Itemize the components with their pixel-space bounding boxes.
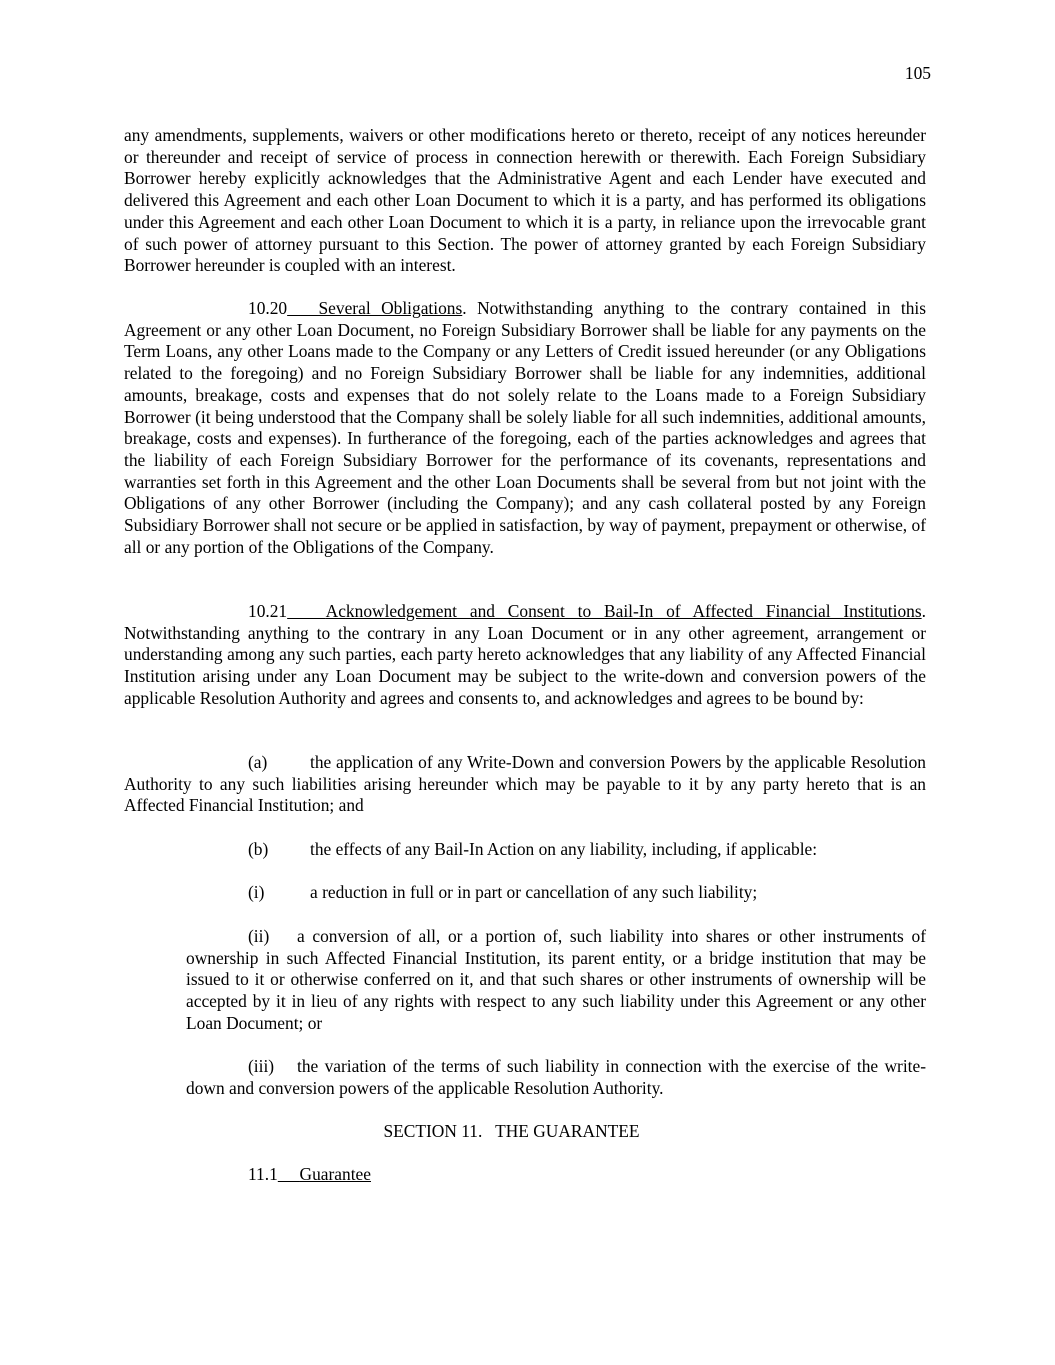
- item-i-paragraph: [248, 882, 926, 904]
- item-iii-paragraph: [186, 1056, 926, 1099]
- item-b-label: (b): [248, 839, 269, 859]
- section-10-21-text: . Notwithstanding anything to the contrary in any Loan Document or in any other agreement, arrangement or understanding among any such parties, each party hereto acknowledges that any liability of any Affected Financial Institution arising under any Loan Document may be subject to the write-down and conversion powers of the applicable Resolution Authority and agrees and consents to, and acknowledges and agrees to be bound by:: [124, 601, 926, 708]
- section-11-title: SECTION 11. THE GUARANTEE: [383, 1121, 640, 1141]
- item-iii-text: the variation of the terms of such liability in connection with the exercise of the write-down and conversion powers of the applicable Resolution Authority.: [186, 1056, 926, 1098]
- section-11-1-heading-line: [248, 1164, 371, 1186]
- continuation-paragraph: any amendments, supplements, waivers or other modifications hereto or thereto, receipt of any notices hereunder or thereunder and receipt of service of process in connection herewith or therewith. Each Foreign Subsidiary Borrower hereby explicitly acknowledges that the Administrative Agent and each Lender have executed and delivered this Agreement and each other Loan Document to which it is a party, and has performed its obligations under this Agreement and each other Loan Document to which it is a party, in reliance upon the irrevocable grant of such power of attorney pursuant to this Section. The power of attorney granted by each Foreign Subsidiary Borrower hereunder is coupled with an interest.: [124, 125, 926, 276]
- section-10-21-paragraph: [124, 601, 926, 710]
- section-10-21-number: 10.21: [248, 601, 288, 621]
- item-ii-label: (ii): [248, 926, 270, 946]
- item-ii-paragraph: [186, 926, 926, 1035]
- section-10-20-paragraph: [124, 298, 926, 558]
- item-a-paragraph: [124, 752, 926, 817]
- section-10-20-heading: Several Obligations: [318, 298, 463, 318]
- section-11-1-heading: Guarantee: [299, 1164, 371, 1184]
- section-10-20-number: 10.20: [248, 298, 288, 318]
- item-b-paragraph: [248, 839, 926, 861]
- section-10-20-text: . Notwithstanding anything to the contrary contained in this Agreement or any other Loan Document, no Foreign Subsidiary Borrower shall be liable for any payments on the Term Loans, any other Loans made to the Company or any Letters of Credit issued hereunder (or any Obligations related to the foregoing) and no Foreign Subsidiary Borrower shall be liable for any indemnities, additional amounts, breakage, costs and expenses that do not solely relate to the Loans made to a Foreign Subsidiary Borrower (it being understood that the Company shall be solely liable for all such indemnities, additional amounts, breakage, costs and expenses). In furtherance of the foregoing, each of the parties acknowledges and agrees that the liability of each Foreign Subsidiary Borrower for the performance of its covenants, representations and warranties set forth in this Agreement and the other Loan Documents shall be several from but not joint with the Obligations of any other Borrower (including the Company); and any cash collateral posted by any Foreign Subsidiary Borrower shall not secure or be applied in satisfaction, by way of payment, prepayment or otherwise, of all or any portion of the Obligations of the Company.: [124, 298, 926, 557]
- item-i-label: (i): [248, 882, 265, 902]
- item-a-label: (a): [248, 752, 268, 772]
- item-ii-text: a conversion of all, or a portion of, such liability into shares or other instruments of ownership in such Affected Financial Institution, its parent entity, or a bridge institution that may be issued to it or otherwise conferred on it, and that such shares or other instruments of ownership will be accepted by it in lieu of any rights with respect to any such liability under this Agreement or any other Loan Document; or: [186, 926, 926, 1033]
- item-i-text: a reduction in full or in part or cancellation of any such liability;: [310, 882, 758, 902]
- page-number: 105: [904, 63, 931, 83]
- item-a-text: the application of any Write-Down and conversion Powers by the applicable Resolution Authority to any such liabilities arising hereunder which may be payable to it by any party hereto that is an Affected Financial Institution; and: [124, 752, 926, 816]
- section-11-1-number: 11.1: [248, 1164, 278, 1184]
- item-b-text: the effects of any Bail-In Action on any liability, including, if applicable:: [310, 839, 818, 859]
- item-iii-label: (iii): [248, 1056, 275, 1076]
- section-10-21-heading: Acknowledgement and Consent to Bail-In of Affected Financial Institutions: [325, 601, 922, 621]
